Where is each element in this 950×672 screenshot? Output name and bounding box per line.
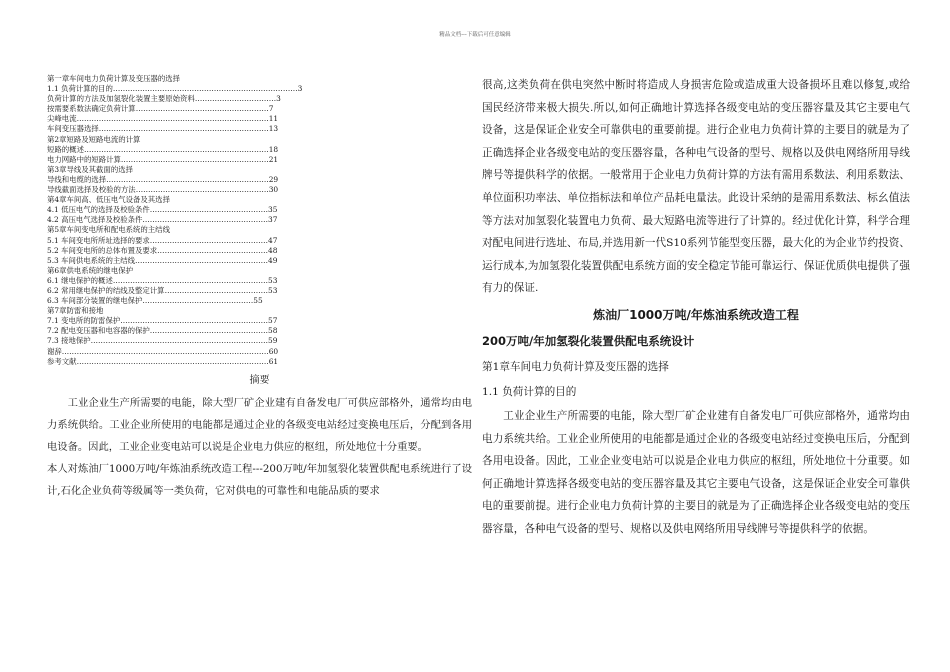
- toc-entry: 导线截面选择及校验的方法………………………………………………30: [47, 185, 279, 195]
- toc-entry: 5.1 车间变电所所址选择的要求…………………………………………47: [47, 235, 278, 245]
- toc-entry: 第2章短路及短路电流的计算: [47, 134, 141, 144]
- toc-entry: 电力网路中的短路计算……………………………………………………21: [47, 154, 279, 164]
- toc-entry: 第一章车间电力负荷计算及变压器的选择: [47, 74, 181, 83]
- page-header: 精品文档---下载后可任意编辑: [439, 32, 511, 38]
- toc-entry: 6.2 常用继电保护的结线及整定计算……………………………………53: [47, 285, 278, 295]
- toc-entry: 短路的概述…………………………………………………………………18: [47, 144, 279, 154]
- toc-entry: 第3章导线及其截面的选择: [47, 164, 134, 174]
- toc-entry: 1.1 负荷计算的目的…………………………………………………………………3: [47, 84, 303, 94]
- toc-entry: 7.3 接地保护………………………………………………………………59: [47, 336, 278, 346]
- toc-entry: 7.1 变电所的防雷保护……………………………………………………57: [47, 316, 278, 326]
- toc-entry: 导线和电缆的选择…………………………………………………………29: [47, 174, 279, 184]
- toc-entry: 第5章车间变电所和配电系统的主结线: [47, 225, 170, 235]
- toc-entry: 谢辞…………………………………………………………………………60: [47, 346, 279, 356]
- toc-entry: 6.3 车间部分装置的继电保护………………………………………55: [47, 296, 263, 306]
- body-paragraph: 工业企业生产所需要的电能，除大型厂矿企业建有自备发电厂可供应部格外，通常均由电力系统共给。工业企业所使用的电能都是通过企业的各级变电站经过变换电压后，分配到各用电设备。因此，工业企业变电站可以说是企业电力供应的枢纽，所处地位十分重要。如何正确地计算选择各级变电站的变压器容量及其它主要电气设备，这是保证企业安全可靠供电的重要前提。进行企业电力负荷计算的主要目的就是为了正确选择企业各级变电站的变压器容量，各种电气设备的型号、规格以及供电网络所用导线牌号等提供科学的依据。: [482, 409, 910, 535]
- toc-entry: 5.2 车间变电所的总体布置及要求………………………………………48: [47, 245, 278, 255]
- toc-entry: 5.3 车间供电系统的主结线………………………………………………49: [47, 255, 278, 265]
- toc-entry: 7.2 配电变压器和电容器的保护…………………………………………58: [47, 326, 278, 336]
- body-paragraph: 很高,这类负荷在供电突然中断时将造成人身损害危险或造成重大设备损坏且难以修复,或给国民经济带来极大损失.所以,如何正确地计算选择各级变电站的变压器容量及其它主要电气设备，这是保证企业安全可靠供电的重要前提。进行企业电力负荷计算的主要目的就是为了正确选择企业各级变电站的变压器容量，各种电气设备的型号、规格以及供电网络所用导线牌号等提供科学的依据。一般常用于企业电力负荷计算的方法有需用系数法、利用系数法、单位面积功率法、单位指标法和单位产品耗电量法。此设计采纳的是需用系数法、标幺值法等方法对加氢裂化装置电力负荷、最大短路电流等进行了计算的。经过优化计算，科学合理对配电间进行选址、布局,并选用新一代S10系列节能型变压器，最大化的为企业节约投资、运行成本,为加氢裂化装置供配电系统方面的安全稳定节能可靠运行、保证优质供电提供了强有力的保证.: [482, 79, 910, 295]
- toc-entry: 6.1 继电保护的概述………………………………………………………53: [47, 275, 278, 285]
- section-heading: 1.1 负荷计算的目的: [482, 385, 577, 398]
- left-column: [47, 74, 472, 502]
- document-subtitle: 200万吨/年加氢裂化装置供配电系统设计: [482, 333, 695, 348]
- toc-entry: 4.2 高压电气选择及校验条件……………………………………………37: [47, 215, 278, 225]
- toc-entry: 第6章供电系统的继电保护: [47, 265, 134, 275]
- abstract-paragraph: 本人对炼油厂1000万吨/年炼油系统改造工程---200万吨/年加氢裂化装置供配电系统进行了设计,石化企业负荷等级属等一类负荷，它对供电的可靠性和电能品质的要求: [47, 462, 472, 497]
- toc-entry: 按需要系数法确定负荷计算………………………………………………7: [47, 104, 274, 114]
- chapter-heading: 第1章车间电力负荷计算及变压器的选择: [482, 360, 669, 373]
- toc-entry: 第4章车间高、低压电气设备及其选择: [47, 195, 170, 205]
- toc-entry: 第7章防雷和接地: [47, 306, 104, 316]
- toc-entry: 参考文献……………………………………………………………………61: [47, 356, 279, 366]
- table-of-contents: [47, 74, 472, 367]
- toc-entry: 尖峰电流……………………………………………………………………11: [47, 114, 279, 124]
- right-column: [482, 74, 910, 541]
- abstract-heading: 摘要: [249, 374, 270, 386]
- toc-entry: 4.1 低压电气的选择及校验条件…………………………………………35: [47, 205, 278, 215]
- toc-entry: 车间变压器选择……………………………………………………………13: [47, 124, 279, 134]
- toc-entry: 负荷计算的方法及加氢裂化装置主要原始资料……………………………3: [47, 94, 281, 104]
- abstract-paragraph: 工业企业生产所需要的电能，除大型厂矿企业建有自备发电厂可供应部格外，通常均由电力系统供给。工业企业所使用的电能都是通过企业的各级变电站经过变换电压后，分配到各用电设备。因此，工业企业变电站可以说是企业电力供应的枢纽，所处地位十分重要。: [47, 396, 472, 453]
- document-title: 炼油厂1000万吨/年炼油系统改造工程: [593, 307, 799, 322]
